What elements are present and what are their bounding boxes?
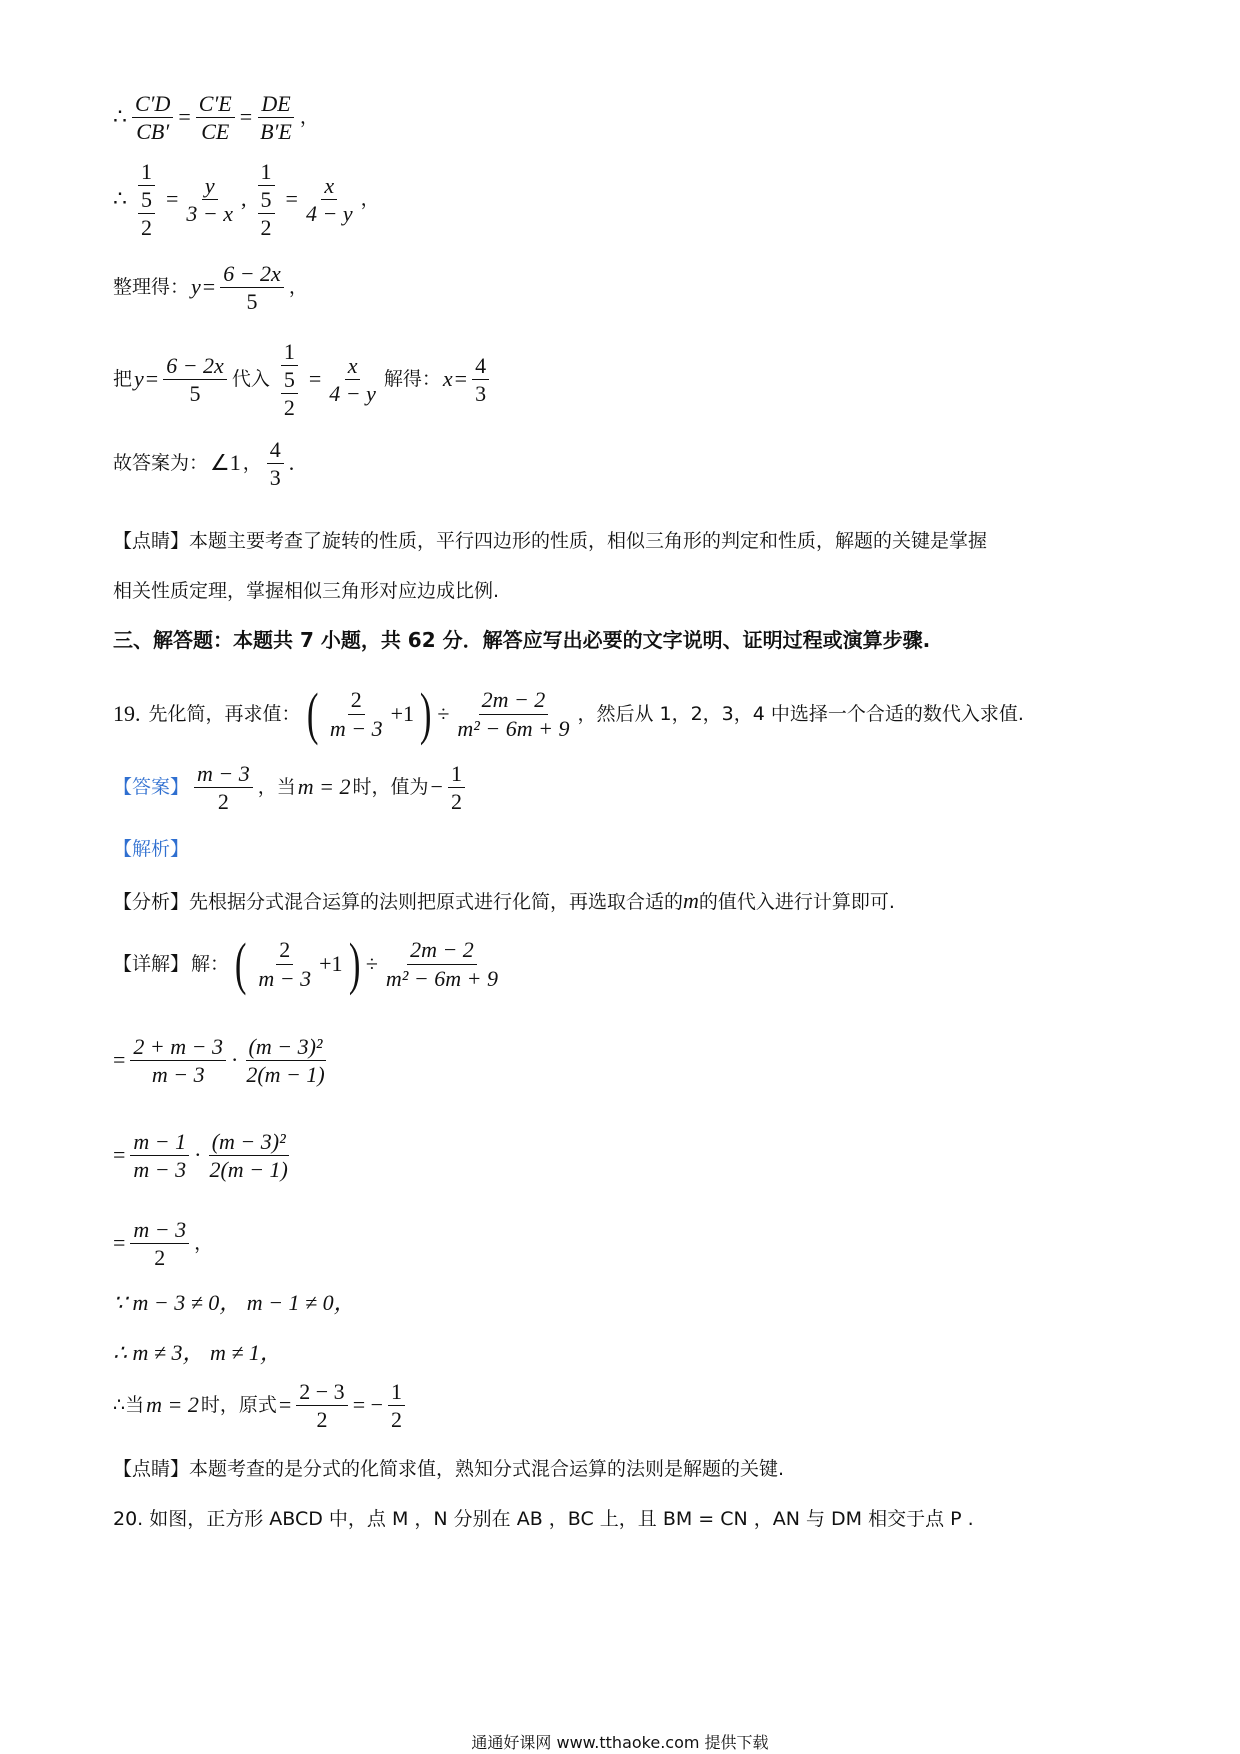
comment-paragraph: 【点睛】本题主要考查了旋转的性质，平行四边形的性质，相似三角形的判定和性质，解题的关键是掌握	[113, 530, 988, 552]
comment-tag: 【点睛】	[113, 530, 190, 552]
footer-watermark: 通通好课网 www.tthaoke.com 提供下载	[471, 1733, 769, 1752]
answer-19: 【答案】 $\frac{m - 3}{2}$ ，当 m = 2 时，值为 − $\frac{1}{2}$	[113, 762, 468, 813]
substitute-line: 把 y = $\frac{6 - 2x}{5}$ 代入 $\frac{1}{\frac{5}{2}}$ = $\frac{x}{4 - y}$ 解得： x = $\frac{4}{3}$	[113, 340, 492, 419]
step-3: = $\frac{m - 3}{2}$ ，	[113, 1217, 214, 1271]
fraction: $\frac{6 - 2x}{5}$	[220, 262, 284, 313]
analysis-tag: 【解析】	[113, 838, 190, 860]
compound-fraction: $\frac{1}{\frac{5}{2}}$	[252, 160, 281, 239]
fraction: $\frac{4}{3}$	[472, 354, 489, 405]
answer-tag: 【答案】	[113, 776, 190, 799]
fraction: $\frac{6 - 2x}{5}$	[163, 354, 227, 405]
step-1: = $\frac{2 + m - 3}{m - 3}$ · $\frac{\text{(m − 3)²}}{2(m - 1)}$	[113, 1034, 325, 1088]
simplify-line: 整理得： y = $\frac{6 - 2x}{5}$ ，	[113, 261, 308, 315]
because-line: ∵ m − 3 ≠ 0， m − 1 ≠ 0，	[113, 1290, 356, 1315]
fraction: $\frac{y}{3 - x}$	[186, 173, 234, 227]
therefore-line: ∴ m ≠ 3， m ≠ 1，	[113, 1340, 282, 1365]
proportion-line: ∴ $\frac{1}{\frac{5}{2}}$ = $\frac{y}{3 - x}$ , $\frac{1}{\frac{5}{2}}$ = $\frac{x}{4 - y}$ ，	[113, 159, 380, 241]
question-20: 20. 如图，正方形 ABCD 中，点 M ，N 分别在 AB ，BC 上，且 BM = CN ，AN 与 DM 相交于点 P .	[113, 1508, 974, 1530]
fraction: $\frac{x}{4 - y}$	[329, 353, 376, 407]
compound-fraction: $\frac{1}{\frac{5}{2}}$	[132, 160, 161, 239]
fraction: $\frac{C'D}{CB'}$	[132, 92, 173, 143]
ratio-line: ∴ $\frac{C'D}{CB'}$ = $\frac{C'E}{CE}$ = $\frac{DE}{B'E}$ ，	[113, 91, 319, 145]
fraction: $\frac{DE}{B'E}$	[260, 91, 292, 145]
comment-19: 【点睛】本题考查的是分式的化简求值，熟知分式混合运算的法则是解题的关键.	[113, 1458, 785, 1480]
detail-line: 【详解】 解： ( $\frac{2}{m - 3}$ +1 ) ÷ $\frac{2m - 2}{\text{m² − 6m + 9}}$	[113, 931, 498, 996]
fraction: $\frac{C'E}{CE}$	[196, 92, 235, 143]
fraction: $\frac{x}{4 - y}$	[305, 173, 353, 227]
section-heading: 三、解答题：本题共 7 小题，共 62 分．解答应写出必要的文字说明、证明过程或演算步骤.	[113, 628, 931, 652]
analysis-paragraph: 【分析】先根据分式混合运算的法则把原式进行化简，再选取合适的m的值代入进行计算即可.	[113, 888, 895, 913]
step-2: = $\frac{m - 1}{m - 3}$ · $\frac{\text{(m − 3)²}}{2(m - 1)}$	[113, 1129, 288, 1183]
comment-paragraph-cont: 相关性质定理，掌握相似三角形对应边成比例.	[113, 580, 500, 602]
therefore-symbol: ∴	[113, 104, 127, 130]
question-19: 19. 先化简，再求值： ( $\frac{2}{m - 3}$ +1 ) ÷ $\frac{2m - 2}{\text{m² − 6m + 9}}$ ，然后从 1，2，3，4 中选择一个合适的数代入求值.	[113, 681, 1024, 746]
compound-fraction: $\frac{1}{\frac{5}{2}}$	[275, 340, 304, 419]
answer-line: 故答案为： ∠1 ， $\frac{4}{3}$ .	[113, 437, 295, 491]
final-line: ∴当 m = 2 时，原式 = $\frac{2 - 3}{2}$ = − $\frac{1}{2}$	[113, 1380, 408, 1431]
fraction: $\frac{4}{3}$	[267, 438, 284, 489]
